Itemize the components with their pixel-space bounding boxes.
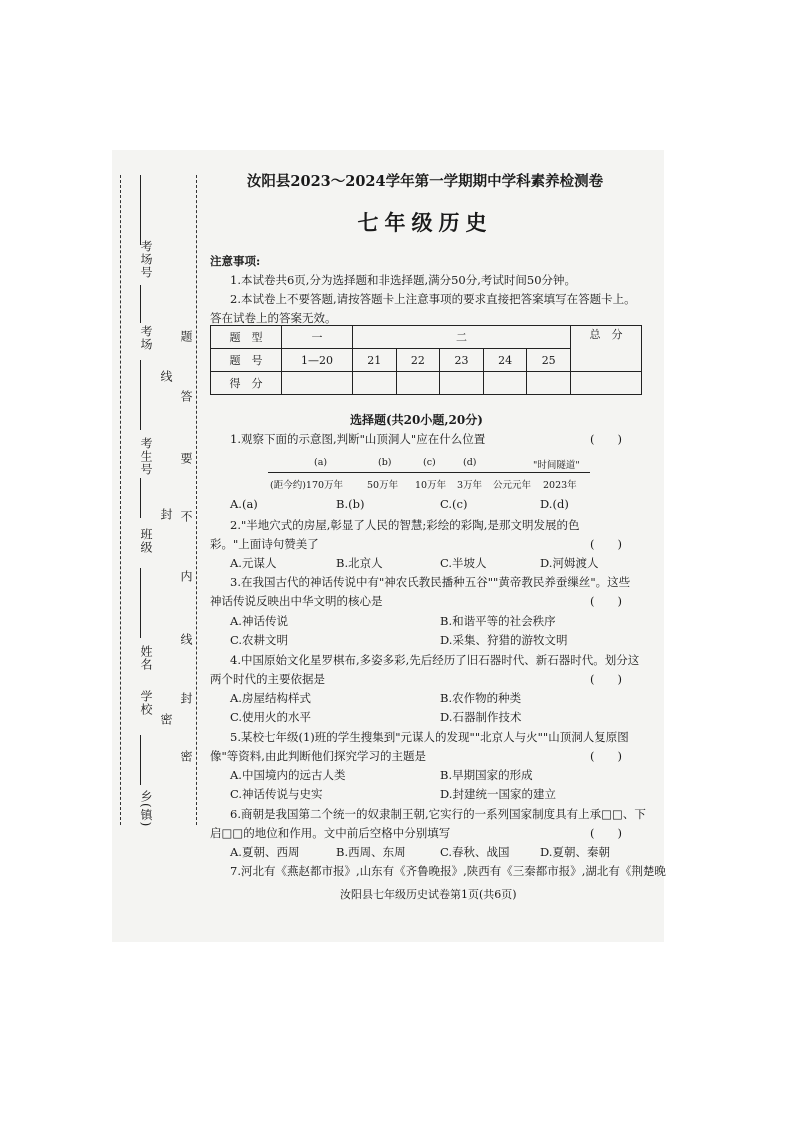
notice-item-2: 2.本试卷上不要答题,请按答题卡上注意事项的要求直接把答案填写在答题卡上。 [230,292,636,306]
q6-answer-paren: ( ) [590,826,622,840]
name-field-line [140,568,141,638]
student-no-field-line [140,360,141,430]
q3-option-a: A.神话传说 [230,614,288,628]
seal-left-char: 线 [159,370,173,383]
q1-option-b: B.(b) [336,497,365,511]
timeline-tick: 3万年 [457,480,483,491]
school-label: 学校 [139,690,153,716]
seal-char: 不 [179,510,193,523]
q7-stem: 7.河北有《燕赵都市报》,山东有《齐鲁晚报》,陕西有《三秦都市报》,湖北有《荆楚晚 [230,864,666,878]
timeline-tick: (距今约)170万年 [270,480,344,491]
q2-stem: 2."半地穴式的房屋,彰显了人民的智慧;彩绘的彩陶,是那文明发展的色 [230,518,580,532]
score-table-row-type [211,326,642,349]
q3-option-d: D.采集、狩猎的游牧文明 [440,633,568,647]
seal-char: 线 [179,633,193,646]
name-label: 姓名 [139,645,153,671]
table-cell[interactable] [282,372,353,395]
q2-option-d: D.河姆渡人 [540,556,599,570]
township-field-line [140,735,141,785]
exam-room-field-line [140,285,141,323]
q3-stem: 3.在我国古代的神话传说中有"神农氏教民播种五谷""黄帝教民养蚕缫丝"。这些 [230,575,631,589]
seal-char: 答 [179,390,193,403]
q5-option-c: C.神话传说与史实 [230,787,323,801]
seal-dashed-line [196,175,197,825]
timeline-tick: 公元元年 [493,480,532,491]
class-label: 班级 [139,528,153,554]
seal-char: 封 [179,692,193,705]
q2-option-c: C.半坡人 [440,556,487,570]
q2-option-a: A.元谋人 [230,556,277,570]
table-cell[interactable] [396,372,440,395]
table-cell[interactable] [353,372,397,395]
score-table [210,325,642,395]
table-cell: 23 [440,349,484,372]
q3-option-c: C.农耕文明 [230,633,289,647]
timeline-label-a: (a) [314,457,328,468]
exam-seat-label: 考场号 [139,240,153,279]
seal-left-char: 密 [159,713,173,726]
q6-option-c: C.春秋、战国 [440,845,510,859]
exam-subtitle: 七年级历史 [357,210,493,235]
q6-stem-cont: 启□□的地位和作用。文中前后空格中分别填写 [210,826,451,840]
q4-option-a: A.房屋结构样式 [230,691,311,705]
table-cell: 21 [353,349,397,372]
exam-title: 汝阳县2023～2024学年第一学期期中学科素养检测卷 [246,173,604,190]
q5-option-a: A.中国境内的远古人类 [230,768,346,782]
q6-option-d: D.夏朝、秦朝 [540,845,610,859]
q2-answer-paren: ( ) [590,537,622,551]
seal-char: 内 [179,570,193,583]
timeline-tick: 50万年 [367,480,399,491]
q6-option-a: A.夏朝、西周 [230,845,300,859]
q1-answer-paren: ( ) [590,432,622,446]
q5-answer-paren: ( ) [590,749,622,763]
section-title: 选择题(共20小题,20分) [350,413,483,427]
table-cell: 22 [396,349,440,372]
binding-dashed-line [120,175,121,825]
q4-answer-paren: ( ) [590,672,622,686]
table-cell: 1—20 [282,349,353,372]
table-cell: 一 [282,326,353,349]
table-cell: 总 分 [571,326,642,372]
q4-option-b: B.农作物的种类 [440,691,522,705]
q2-stem-cont: 彩。"上面诗句赞美了 [210,537,319,551]
timeline-tunnel-label: "时间隧道" [533,460,580,471]
seal-left-char: 封 [159,508,173,521]
q1-option-a: A.(a) [230,497,258,511]
q4-stem-cont: 两个时代的主要依据是 [210,672,325,686]
timeline-label-c: (c) [423,457,436,468]
q6-stem: 6.商朝是我国第二个统一的奴隶制王朝,它实行的一系列国家制度具有上承□□、下 [230,807,646,821]
page-footer: 汝阳县七年级历史试卷第1页(共6页) [340,888,517,901]
q3-answer-paren: ( ) [590,594,622,608]
timeline-tick: 10万年 [415,480,447,491]
q5-option-d: D.封建统一国家的建立 [440,787,556,801]
exam-room-label: 考场 [139,325,153,351]
table-cell[interactable] [571,372,642,395]
table-cell[interactable] [440,372,484,395]
q3-option-b: B.和谐平等的社会秩序 [440,614,556,628]
table-cell: 二 [353,326,571,349]
seal-char: 题 [179,330,193,343]
seal-char: 密 [179,750,193,763]
seal-char: 要 [179,452,193,465]
timeline-axis [268,472,590,473]
exam-sheet [112,150,664,942]
timeline-tick: 2023年 [543,480,577,491]
q4-option-c: C.使用火的水平 [230,710,312,724]
table-cell[interactable] [483,372,527,395]
table-cell: 题 型 [211,326,282,349]
table-cell: 题 号 [211,349,282,372]
township-label: 乡(镇) [139,790,153,828]
timeline-label-d: (d) [463,457,477,468]
table-cell[interactable] [527,372,571,395]
notice-heading: 注意事项: [210,254,261,268]
table-cell: 25 [527,349,571,372]
q2-option-b: B.北京人 [336,556,383,570]
score-table-row-score [211,372,642,395]
exam-seat-field-line [140,175,141,245]
q1-stem: 1.观察下面的示意图,判断"山顶洞人"应在什么位置 [230,432,486,446]
q1-option-d: D.(d) [540,497,569,511]
q5-stem-cont: 像"等资料,由此判断他们探究学习的主题是 [210,749,426,763]
timeline-label-b: (b) [378,457,392,468]
table-cell: 24 [483,349,527,372]
q5-stem: 5.某校七年级(1)班的学生搜集到"元谋人的发现""北京人与火""山顶洞人复原图 [230,730,629,744]
notice-item-2-cont: 答在试卷上的答案无效。 [210,311,337,325]
q6-option-b: B.西周、东周 [336,845,406,859]
student-no-label: 考生号 [139,437,153,476]
q3-stem-cont: 神话传说反映出中华文明的核心是 [210,594,383,608]
q5-option-b: B.早期国家的形成 [440,768,533,782]
q4-option-d: D.石器制作技术 [440,710,522,724]
table-cell: 得 分 [211,372,282,395]
class-field-line [140,478,141,518]
notice-item-1: 1.本试卷共6页,分为选择题和非选择题,满分50分,考试时间50分钟。 [230,273,577,287]
q4-stem: 4.中国原始文化星罗棋布,多姿多彩,先后经历了旧石器时代、新石器时代。划分这 [230,653,640,667]
q1-option-c: C.(c) [440,497,468,511]
